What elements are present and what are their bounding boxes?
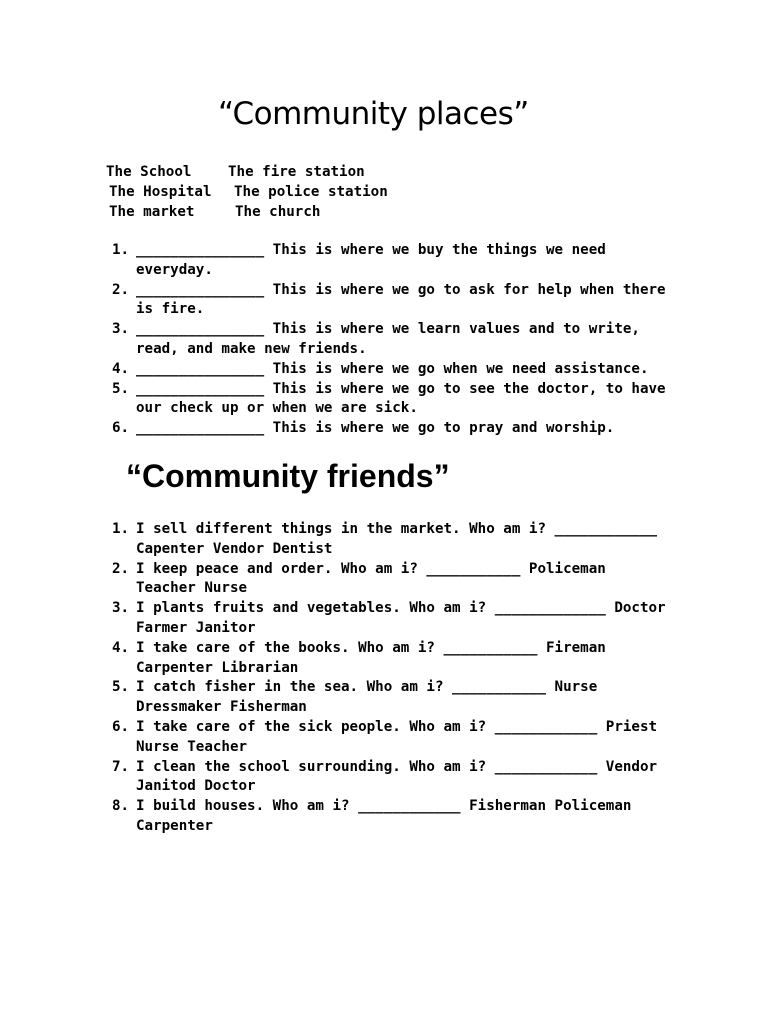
item-text: _______________ This is where we go to pray and worship. <box>136 420 615 437</box>
item-text: _______________ This is where we learn values and to write, read, and make new friends. <box>136 321 640 357</box>
item-number: 1. <box>112 521 130 537</box>
item-text: I plants fruits and vegetables. Who am i? _____________ Doctor Farmer Janitor <box>136 600 666 636</box>
item-number: 7. <box>112 758 130 775</box>
list-item <box>112 797 672 837</box>
word-bank-item: The market <box>109 204 195 220</box>
list-item <box>112 599 672 639</box>
word-bank-item: The police station <box>234 184 388 200</box>
list-item <box>112 520 672 560</box>
list-item <box>112 718 672 758</box>
community-friends-questions <box>112 520 672 837</box>
item-text: _______________ This is where we go when we need assistance. <box>136 360 649 377</box>
item-text: I take care of the sick people. Who am i? ____________ Priest Nurse Teacher <box>136 718 658 755</box>
item-number: 4. <box>112 360 130 377</box>
list-item <box>112 281 672 321</box>
item-number: 5. <box>112 380 130 397</box>
community-friends-title: “Community friends” <box>126 458 450 494</box>
list-item <box>112 241 672 281</box>
item-text: I keep peace and order. Who am i? ___________ Policeman Teacher Nurse <box>136 560 606 597</box>
item-number: 2. <box>112 281 130 298</box>
community-places-questions <box>112 241 672 439</box>
list-item <box>112 639 672 679</box>
item-text: I catch fisher in the sea. Who am i? ___________ Nurse Dressmaker Fisherman <box>136 679 598 716</box>
list-item <box>112 758 672 798</box>
item-text: _______________ This is where we go to ask for help when there is fire. <box>136 281 666 318</box>
list-item <box>112 678 672 718</box>
list-item <box>112 380 672 420</box>
item-number: 6. <box>112 718 130 735</box>
word-bank-item: The fire station <box>228 164 365 180</box>
item-text: _______________ This is where we go to see the doctor, to have our check up or when we are sick. <box>136 380 666 417</box>
item-number: 4. <box>112 639 130 656</box>
item-text: I clean the school surrounding. Who am i? ____________ Vendor Janitod Doctor <box>136 758 658 795</box>
item-number: 1. <box>112 242 130 258</box>
word-bank-item: The church <box>235 204 321 220</box>
item-text: I sell different things in the market. Who am i? ____________ Capenter Vendor Dentist <box>136 521 658 557</box>
item-text: _______________ This is where we buy the things we need everyday. <box>136 242 606 278</box>
list-item <box>112 560 672 600</box>
item-number: 6. <box>112 420 130 437</box>
item-number: 2. <box>112 560 130 577</box>
community-places-title: “Community places” <box>218 96 529 132</box>
item-number: 3. <box>112 600 130 617</box>
item-number: 8. <box>112 798 130 815</box>
list-item <box>112 419 672 439</box>
item-text: I take care of the books. Who am i? ___________ Fireman Carpenter Librarian <box>136 639 606 676</box>
word-bank-item: The School <box>106 164 192 180</box>
item-text: I build houses. Who am i? ____________ Fisherman Policeman Carpenter <box>136 798 632 834</box>
item-number: 3. <box>112 321 130 338</box>
list-item <box>112 360 672 380</box>
item-number: 5. <box>112 679 130 696</box>
list-item <box>112 320 672 360</box>
word-bank-item: The Hospital <box>109 184 212 200</box>
